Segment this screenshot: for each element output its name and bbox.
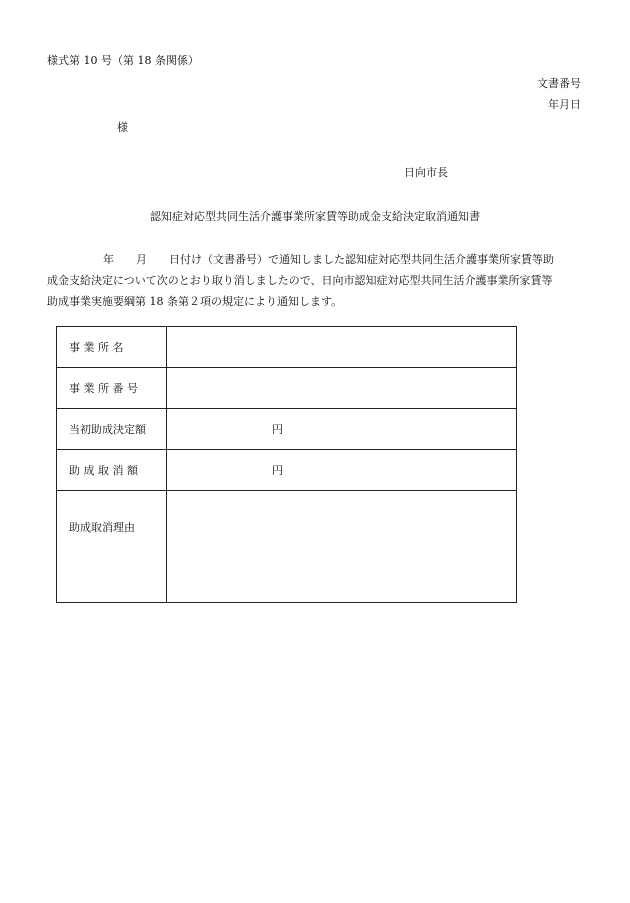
table-row bbox=[57, 327, 517, 368]
issuer-name: 日向市長 bbox=[404, 166, 448, 179]
cancel-reason-label: 助成取消理由 bbox=[57, 491, 167, 603]
initial-amount-label: 当初助成決定額 bbox=[57, 409, 167, 450]
body-line-1-text: 日付け（文書番号）で通知しました認知症対応型共同生活介護事業所家賃等助 bbox=[169, 253, 554, 266]
cancel-amount-label: 助 成 取 消 額 bbox=[57, 450, 167, 491]
office-name-value bbox=[167, 327, 517, 368]
date-label: 年月日 bbox=[548, 98, 581, 111]
body-paragraph bbox=[47, 249, 585, 312]
cancel-amount-value bbox=[167, 450, 517, 491]
document-number-label: 文書番号 bbox=[537, 77, 581, 90]
detail-table bbox=[56, 326, 517, 603]
body-year: 年 bbox=[103, 253, 114, 266]
table-row bbox=[57, 368, 517, 409]
body-line-2: 成金支給決定について次のとおり取り消しましたので、日向市認知症対応型共同生活介護事業所家賃等 bbox=[47, 274, 553, 287]
table-row bbox=[57, 409, 517, 450]
office-number-label: 事 業 所 番 号 bbox=[57, 368, 167, 409]
body-line-3: 助成事業実施要綱第 18 条第２項の規定により通知します。 bbox=[47, 295, 343, 308]
body-month: 月 bbox=[136, 253, 147, 266]
document-title: 認知症対応型共同生活介護事業所家賃等助成金支給決定取消通知書 bbox=[150, 210, 480, 223]
table-row bbox=[57, 491, 517, 603]
initial-amount-unit: 円 bbox=[272, 423, 283, 436]
table-row bbox=[57, 450, 517, 491]
cancel-amount-unit: 円 bbox=[272, 464, 283, 477]
office-name-label: 事 業 所 名 bbox=[57, 327, 167, 368]
initial-amount-value bbox=[167, 409, 517, 450]
form-number: 様式第 10 号（第 18 条関係） bbox=[47, 54, 199, 67]
cancel-reason-value bbox=[167, 491, 517, 603]
office-number-value bbox=[167, 368, 517, 409]
addressee-suffix: 様 bbox=[117, 121, 128, 134]
body-line-1 bbox=[47, 249, 585, 270]
